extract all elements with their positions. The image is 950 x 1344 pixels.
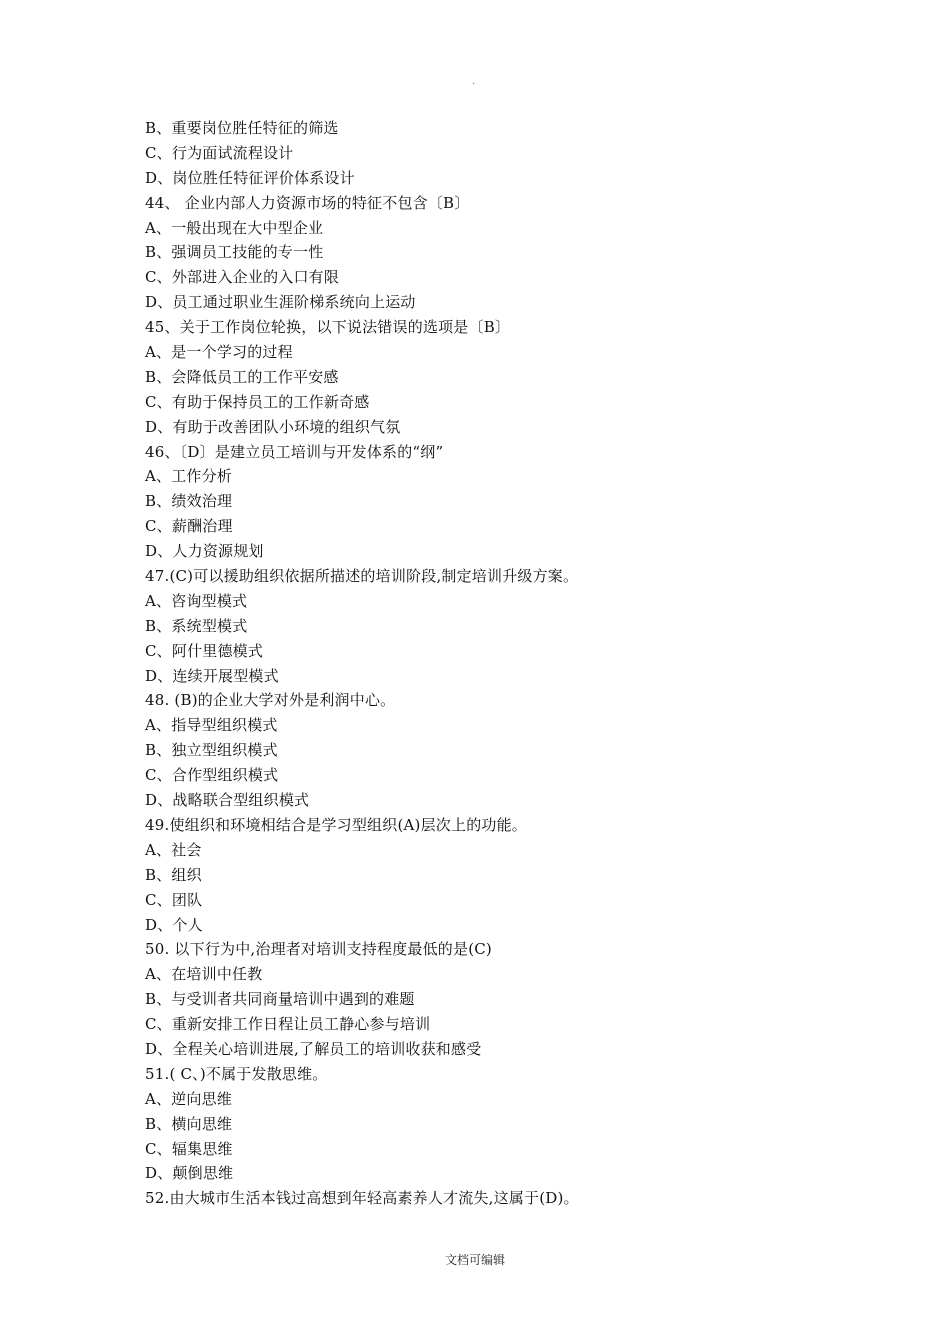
option-line: A、在培训中任教 xyxy=(145,965,263,984)
option-line: C、外部进入企业的入口有限 xyxy=(145,268,340,287)
header-mark: . xyxy=(472,76,476,87)
page-footer: 文档可编辑 xyxy=(444,1253,505,1267)
option-line: B、绩效治理 xyxy=(145,492,233,511)
question-49: 49.使组织和环境相结合是学习型组织(A)层次上的功能。 xyxy=(145,815,527,834)
question-46: 46、〔D〕是建立员工培训与开发体系的“纲” xyxy=(145,442,444,461)
text-line: C、行为面试流程设计 xyxy=(145,143,294,162)
question-50: 50. 以下行为中,治理者对培训支持程度最低的是(C) xyxy=(145,940,492,959)
option-line: B、组织 xyxy=(145,865,202,884)
option-line: A、指导型组织模式 xyxy=(145,716,278,735)
option-line: D、全程关心培训进展,了解员工的培训收获和感受 xyxy=(145,1039,482,1058)
question-51: 51.( C、)不属于发散思维。 xyxy=(145,1064,328,1083)
option-line: C、重新安排工作日程让员工静心参与培训 xyxy=(145,1015,431,1034)
option-line: B、独立型组织模式 xyxy=(145,741,278,760)
option-line: A、是一个学习的过程 xyxy=(145,343,293,362)
option-line: A、逆向思维 xyxy=(145,1089,233,1108)
text-line: D、岗位胜任特征评价体系设计 xyxy=(145,168,355,187)
option-line: D、人力资源规划 xyxy=(145,542,264,561)
option-line: D、有助于改善团队小环境的组织气氛 xyxy=(145,417,401,436)
option-line: C、团队 xyxy=(145,890,203,909)
option-line: C、薪酬治理 xyxy=(145,517,233,536)
option-line: A、一般出现在大中型企业 xyxy=(145,218,324,237)
option-line: C、合作型组织模式 xyxy=(145,766,279,785)
option-line: B、会降低员工的工作平安感 xyxy=(145,367,339,386)
option-line: B、系统型模式 xyxy=(145,616,248,635)
question-45: 45、关于工作岗位轮换，以下说法错误的选项是〔B〕 xyxy=(145,318,511,337)
option-line: C、有助于保持员工的工作新奇感 xyxy=(145,392,370,411)
option-line: B、横向思维 xyxy=(145,1114,233,1133)
question-47: 47.(C)可以援助组织依据所描述的培训阶段,制定培训升级方案。 xyxy=(145,567,579,586)
option-line: B、强调员工技能的专一性 xyxy=(145,243,324,262)
option-line: B、与受训者共同商量培训中遇到的难题 xyxy=(145,990,415,1009)
option-line: D、连续开展型模式 xyxy=(145,666,279,685)
question-48: 48. (B)的企业大学对外是利润中心。 xyxy=(145,691,396,710)
question-44: 44、 企业内部人力资源市场的特征不包含〔B〕 xyxy=(145,193,470,212)
option-line: D、战略联合型组织模式 xyxy=(145,791,310,810)
question-52: 52.由大城市生活本钱过高想到年轻高素养人才流失,这属于(D)。 xyxy=(145,1189,579,1208)
option-line: D、颠倒思维 xyxy=(145,1164,234,1183)
option-line: D、员工通过职业生涯阶梯系统向上运动 xyxy=(145,293,416,312)
option-line: D、个人 xyxy=(145,915,203,934)
option-line: A、社会 xyxy=(145,840,202,859)
option-line: A、咨询型模式 xyxy=(145,591,248,610)
text-line: B、重要岗位胜任特征的筛选 xyxy=(145,119,339,137)
option-line: C、阿什里德模式 xyxy=(145,641,264,660)
option-line: C、辐集思维 xyxy=(145,1139,233,1158)
document-body xyxy=(145,116,845,1211)
option-line: A、工作分析 xyxy=(145,467,233,486)
